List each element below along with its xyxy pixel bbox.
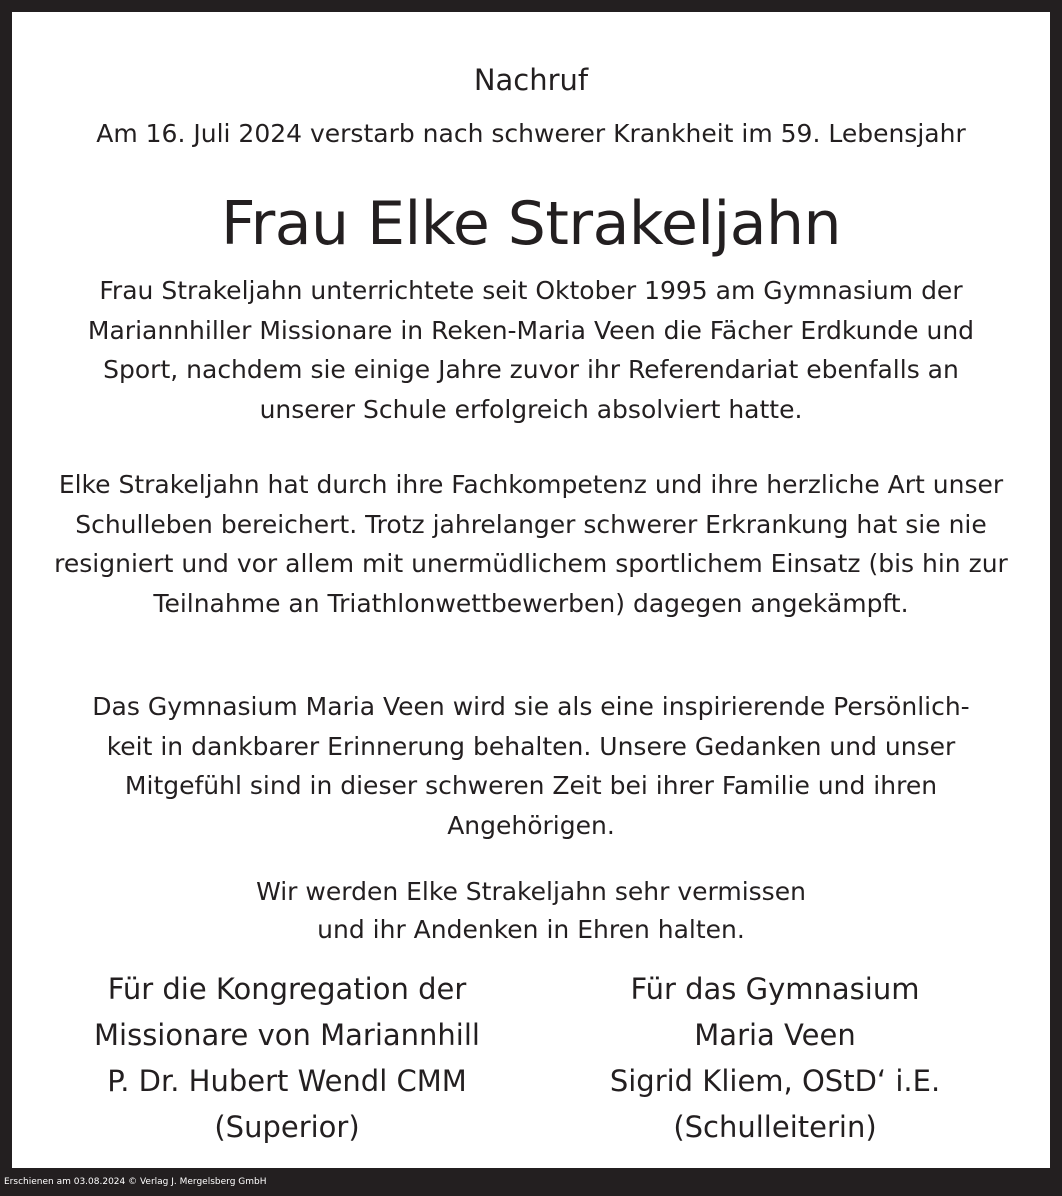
death-announcement: Am 16. Juli 2024 verstarb nach schwerer Krankheit im 59. Lebensjahr xyxy=(96,119,966,148)
signer-school-line-2: Maria Veen xyxy=(694,1018,856,1052)
signer-school-line-1: Für das Gymnasium xyxy=(630,972,920,1006)
notice-heading: Nachruf xyxy=(473,63,589,97)
signer-congregation-line-1: Für die Kongregation der xyxy=(107,972,467,1006)
signer-congregation-line-2: Missionare von Mariannhill xyxy=(94,1018,480,1052)
deceased-name: Frau Elke Strakeljahn xyxy=(220,189,842,259)
publication-footer: Erschienen am 03.08.2024 © Verlag J. Mergelsberg GmbH xyxy=(4,1177,267,1187)
paragraph-tribute: Elke Strakeljahn hat durch ihre Fachkompetenz und ihre herzliche Art unser Schulleben bereichert. Trotz jahrelanger schwerer Erkrankung hat sie nie resigniert und vor allem mit unermüdlichem sportlichem Einsatz (bis hin zur Teilnahme an Triathlonwettbewerben) dagegen angekämpft. xyxy=(54,470,1008,619)
signatories xyxy=(52,966,1010,1150)
closing-words xyxy=(12,873,1050,949)
paragraph-remembrance xyxy=(52,687,1010,846)
closing-line-1: Wir werden Elke Strakeljahn sehr vermissen xyxy=(256,877,806,906)
paragraph-remembrance-line-2: keit in dankbarer Erinnerung behalten. Unsere Gedanken und unser Mitgefühl sind in dieser schweren Zeit bei ihrer Familie und ihren Angehörigen. xyxy=(106,731,956,841)
signer-school-name: Sigrid Kliem, OStD‘ i.E. xyxy=(609,1064,941,1098)
paragraph-remembrance-line-1: Das Gymnasium Maria Veen wird sie als eine inspirierende Persönlich- xyxy=(92,692,970,721)
signer-school-role: (Schulleiterin) xyxy=(673,1110,877,1144)
signer-school xyxy=(540,966,1010,1150)
signer-congregation-role: (Superior) xyxy=(214,1110,360,1144)
signer-congregation xyxy=(52,966,522,1150)
signer-congregation-name: P. Dr. Hubert Wendl CMM xyxy=(107,1064,467,1098)
paragraph-career: Frau Strakeljahn unterrichtete seit Oktober 1995 am Gymnasium der Mariannhiller Missionare in Reken-Maria Veen die Fächer Erdkunde und Sport, nachdem sie einige Jahre zuvor ihr Referendariat ebenfalls an unserer Schule erfolgreich absolviert hatte. xyxy=(87,276,975,425)
obituary-notice xyxy=(12,12,1050,1168)
closing-line-2: und ihr Andenken in Ehren halten. xyxy=(317,915,745,944)
